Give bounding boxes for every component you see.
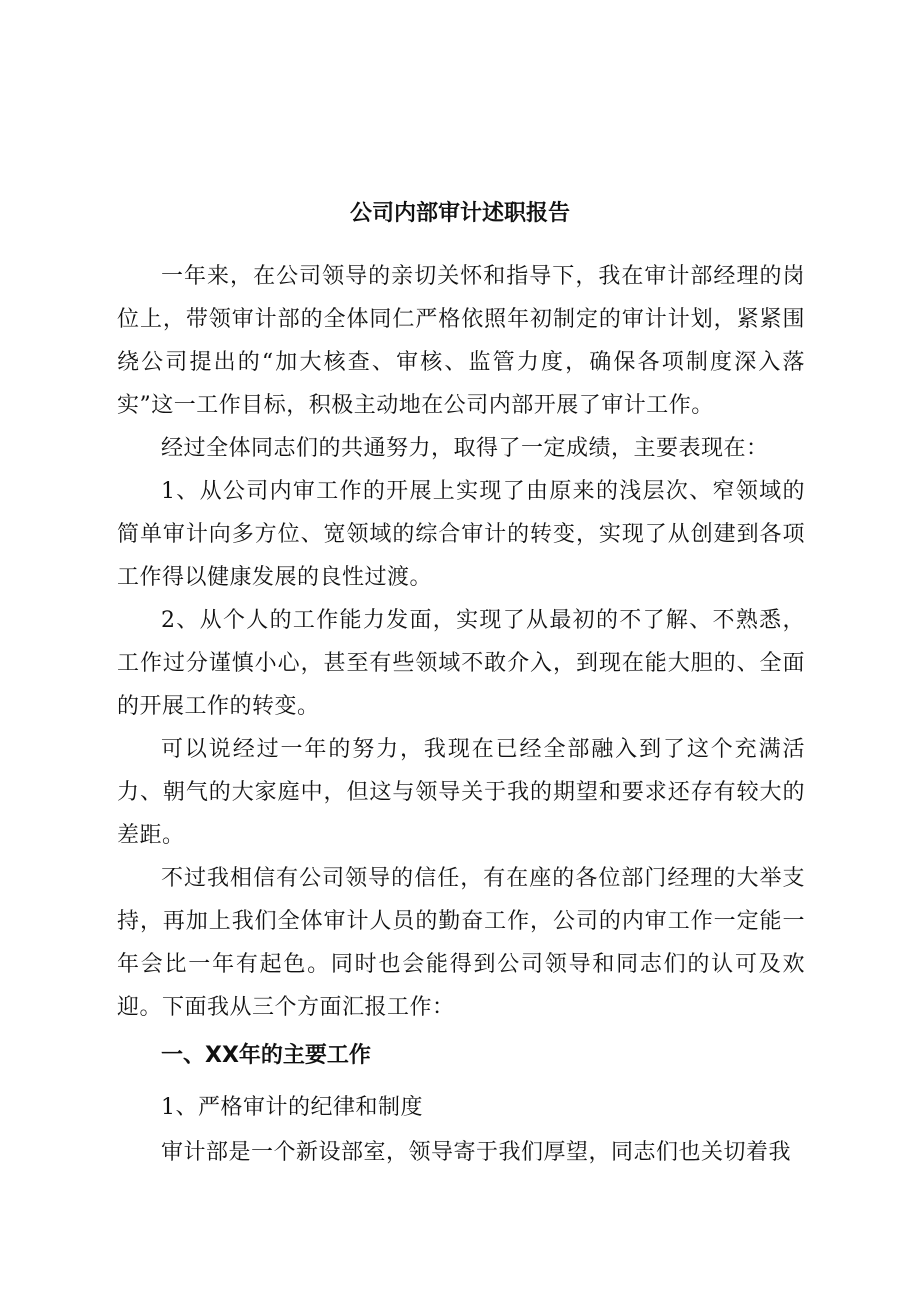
paragraph-audit-department: 审计部是一个新设部室，领导寄于我们厚望，同志们也关切着我 (161, 1140, 792, 1165)
document-body (117, 255, 805, 1174)
paragraph-achievements-lead: 经过全体同志们的共通努力，取得了一定成绩，主要表现在： (161, 436, 769, 461)
section-heading: 一、XX年的主要工作 (161, 1043, 371, 1068)
paragraph-achievement-2: 2、从个人的工作能力发面，实现了从最初的不了解、不熟悉，工作过分谨慎小心，甚至有些领域不敢介入，到现在能大胆的、全面的开展工作的转变。 (117, 608, 805, 719)
document-title: 公司内部审计述职报告 (349, 201, 570, 226)
paragraph-outlook: 不过我相信有公司领导的信任，有在座的各位部门经理的大举支持，再加上我们全体审计人员的勤奋工作，公司的内审工作一定能一年会比一年有起色。同时也会能得到公司领导和同志们的认可及欢迎。下面我从三个方面汇报工作： (117, 866, 805, 1020)
subsection-heading: 1、严格审计的纪律和制度 (161, 1095, 423, 1120)
paragraph-achievement-1: 1、从公司内审工作的开展上实现了由原来的浅层次、窄领域的简单审计向多方位、宽领域的综合审计的转变，实现了从创建到各项工作得以健康发展的良性过渡。 (117, 479, 805, 590)
paragraph-reflection: 可以说经过一年的努力，我现在已经全部融入到了这个充满活力、朝气的大家庭中，但这与领导关于我的期望和要求还存有较大的差距。 (117, 737, 805, 848)
paragraph-intro: 一年来，在公司领导的亲切关怀和指导下，我在审计部经理的岗位上，带领审计部的全体同仁严格依照年初制定的审计计划，紧紧围绕公司提出的“加大核查、审核、监管力度，确保各项制度深入落实”这一工作目标，积极主动地在公司内部开展了审计工作。 (117, 264, 805, 418)
